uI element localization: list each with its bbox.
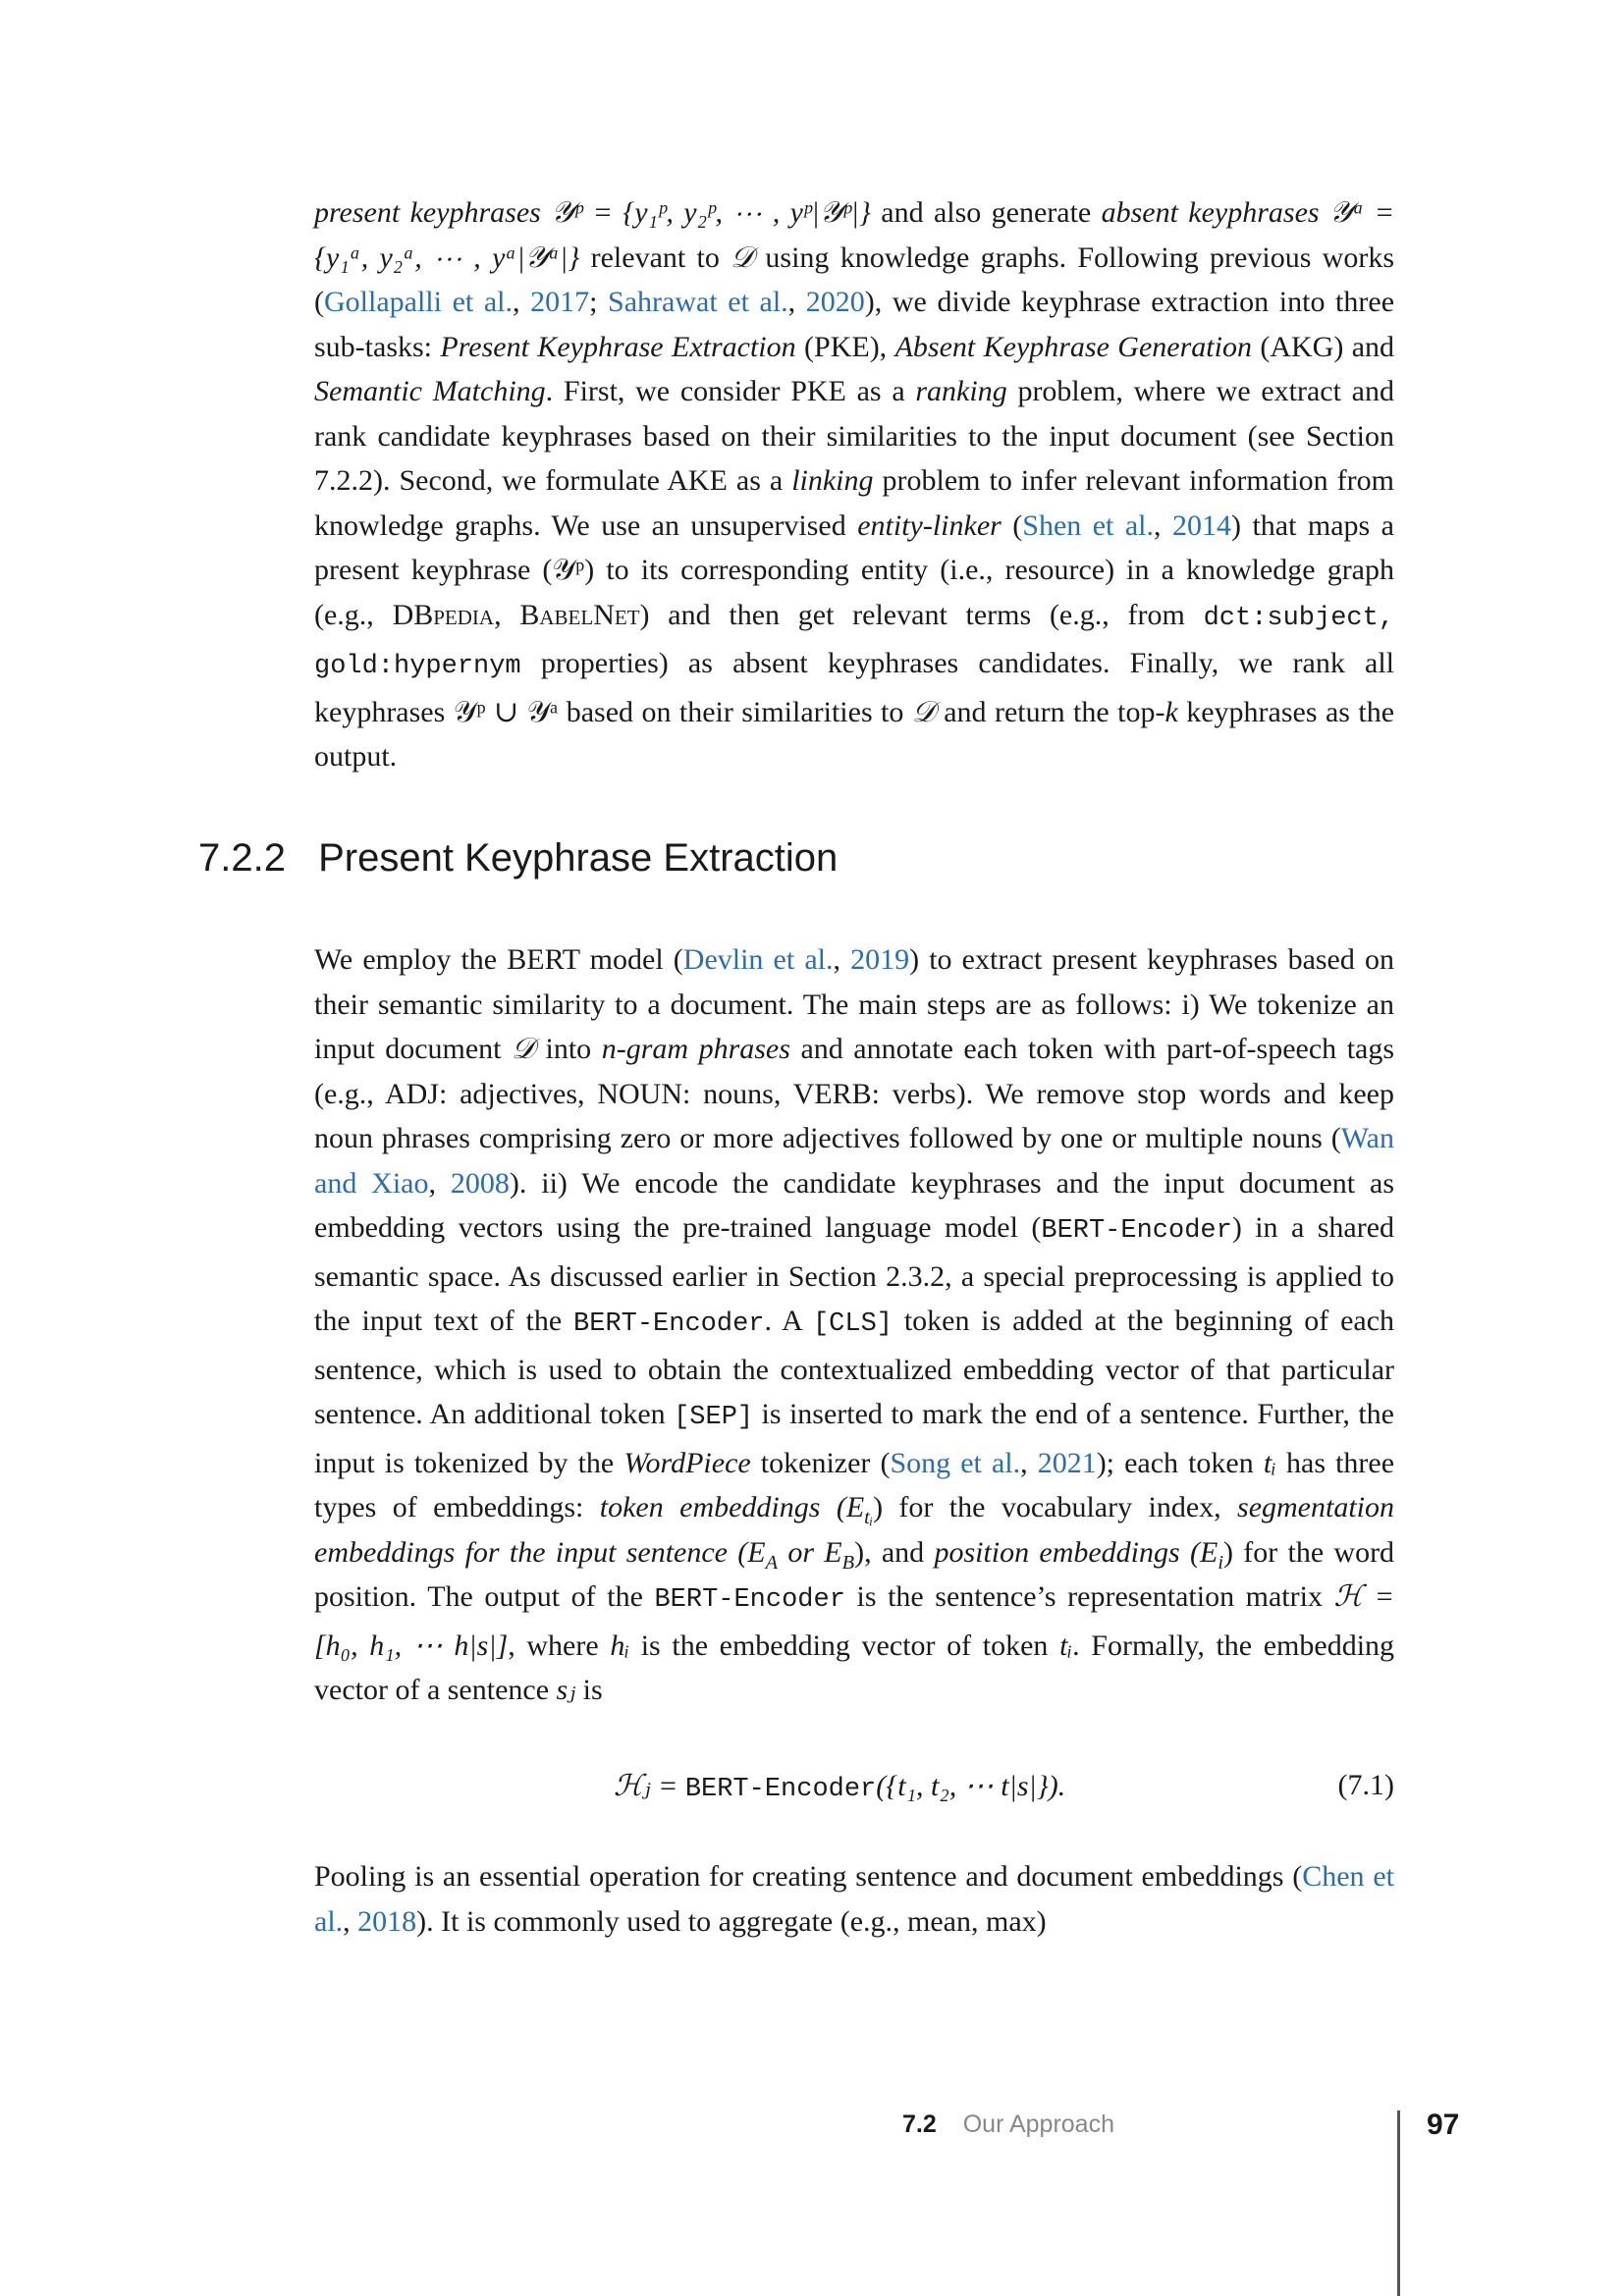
paragraph-intro: present keyphrases 𝒴ᵖ = {y₁ᵖ, y₂ᵖ, ⋯ , yᵖ|𝒴ᵖ|} and also generate absent keyphrases 𝒴ᵃ = {y₁ᵃ, y₂ᵃ, ⋯ , yᵃ|𝒴ᵃ|} relevant to 𝒟 using knowledge graphs. Following previous works (Gollapalli et al., 2017; Sahrawat et al., 2020), we divide keyphrase extraction into three sub-tasks: Present Keyphrase Extraction (PKE), Absent Keyphrase Generation (AKG) and Semantic Matching. First, we consider PKE as a ranking problem, where we extract and rank candidate keyphrases based on their similarities to the input document (see Section 7.2.2). Second, we formulate AKE as a linking problem to infer relevant information from knowledge graphs. We use an unsupervised entity-linker (Shen et al., 2014) that maps a present keyphrase (𝒴ᵖ) to its corresponding entity (i.e., resource) in a knowledge graph (e.g., DBpedia, BabelNet) and then get relevant terms (e.g., from dct:subject, gold:hypernym properties) as absent keyphrases candidates. Finally, we rank all keyphrases 𝒴ᵖ ∪ 𝒴ᵃ based on their similarities to 𝒟 and return the top-k keyphrases as the output. xyxy=(314,196,1395,773)
footer-divider xyxy=(1397,2110,1400,2296)
citation-year-link[interactable]: 2014 xyxy=(1171,508,1231,542)
citation-year-link[interactable]: 2020 xyxy=(805,286,865,318)
footer-section-number: 7.2 xyxy=(902,2110,937,2138)
citation-year-link[interactable]: 2017 xyxy=(530,286,590,318)
section-title: Present Keyphrase Extraction xyxy=(318,836,839,880)
citation-year-link[interactable]: 2008 xyxy=(450,1166,510,1200)
paragraph-bert: We employ the BERT model (Devlin et al., 2019) to extract present keyphrases based on their semantic similarity to a document. The main steps are as follows: i) We tokenize an input document 𝒟 into n-gram phrases and annotate each token with part-of-speech tags (e.g., ADJ: adjectives, NOUN: nouns, VERB: verbs). We remove stop words and keep noun phrases comprising zero or more adjectives followed by one or multiple nouns (Wan and Xiao, 2008). ii) We encode the candidate keyphrases and the input document as embedding vectors using the pre-trained language model (BERT-Encoder) in a shared semantic space. As discussed earlier in Section 2.3.2, a special preprocessing is applied to the input text of the BERT-Encoder. A [CLS] token is added at the beginning of each sentence, which is used to obtain the contextualized embedding vector of that particular sentence. An additional token [SEP] is inserted to mark the end of a sentence. Further, the input is tokenized by the WordPiece tokenizer (Song et al., 2021); each token tᵢ has three types of embeddings: token embeddings $(E_{tᵢ})$ for the vocabulary index, segmentation embeddings for the input sentence ($E_A$ or $E_B$), and position embeddings $(E_i)$ for the word position. The output of the BERT-Encoder is the sentence’s representation matrix ℋ = [h₀, h₁, ⋯ h|s|], where hᵢ is the embedding vector of token tᵢ. Formally, the embedding vector of a sentence sⱼ is xyxy=(314,943,1395,1706)
citation-link[interactable]: Devlin et al. xyxy=(682,943,834,976)
citation-link[interactable]: Gollapalli et al. xyxy=(324,286,513,318)
section-number: 7.2.2 xyxy=(198,836,286,880)
section-heading xyxy=(198,836,838,881)
page-number: 97 xyxy=(1427,2109,1460,2141)
citation-link[interactable]: Wan and Xiao xyxy=(314,1122,1394,1200)
citation-link[interactable]: Sahrawat et al. xyxy=(608,286,788,318)
citation-link[interactable]: Chen et al. xyxy=(314,1860,1394,1938)
running-footer xyxy=(902,2110,1114,2139)
paragraph-pooling: Pooling is an essential operation for creating sentence and document embeddings (Chen et al., 2018). It is commonly used to aggregate (e.g., mean, max) xyxy=(314,1860,1394,1938)
citation-link[interactable]: Song et al. xyxy=(890,1446,1021,1479)
footer-section-title: Our Approach xyxy=(962,2110,1114,2138)
citation-link[interactable]: Shen et al. xyxy=(1022,508,1155,542)
citation-year-link[interactable]: 2019 xyxy=(850,943,910,976)
equation-number: (7.1) xyxy=(1337,1769,1394,1801)
citation-year-link[interactable]: 2021 xyxy=(1037,1446,1097,1479)
equation-formula: ℋⱼ = BERT-Encoder({t₁, t₂, ⋯ t|s|}). xyxy=(614,1770,1066,1804)
citation-year-link[interactable]: 2018 xyxy=(357,1904,417,1938)
